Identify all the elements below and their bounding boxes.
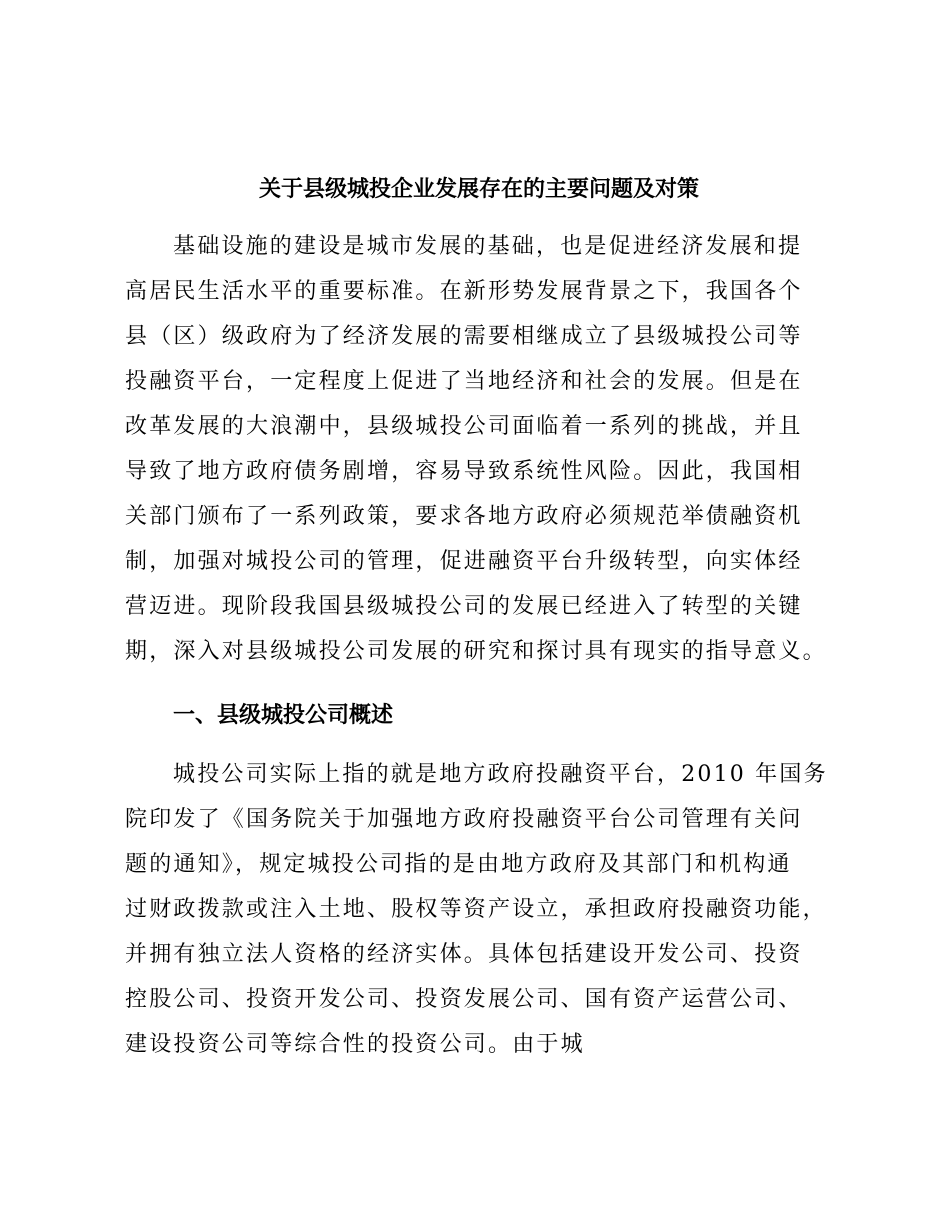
paragraph-line: 制，加强对城投公司的管理，促进融资平台升级转型，向实体经 bbox=[125, 549, 803, 574]
paragraph-line: 控股公司、投资开发公司、投资发展公司、国有资产运营公司、 bbox=[125, 987, 803, 1012]
paragraph-line: 关部门颁布了一系列政策，要求各地方政府必须规范举债融资机 bbox=[125, 504, 803, 529]
paragraph-line: 营迈进。现阶段我国县级城投公司的发展已经进入了转型的关键 bbox=[125, 594, 803, 619]
paragraph-line: 县（区）级政府为了经济发展的需要相继成立了县级城投公司等 bbox=[125, 324, 803, 349]
section-heading: 一、县级城投公司概述 bbox=[173, 703, 394, 728]
paragraph-line: 城投公司实际上指的就是地方政府投融资平台，2010 年国务 bbox=[173, 762, 828, 787]
paragraph-line: 高居民生活水平的重要标准。在新形势发展背景之下，我国各个 bbox=[125, 279, 803, 304]
paragraph-line: 院印发了《国务院关于加强地方政府投融资平台公司管理有关问 bbox=[125, 807, 803, 832]
paragraph-line: 并拥有独立法人资格的经济实体。具体包括建设开发公司、投资 bbox=[125, 942, 803, 967]
document-title: 关于县级城投企业发展存在的主要问题及对策 bbox=[258, 176, 699, 202]
intro-paragraph bbox=[125, 224, 833, 674]
paragraph-line: 建设投资公司等综合性的投资公司。由于城 bbox=[125, 1032, 585, 1057]
paragraph-line: 过财政拨款或注入土地、股权等资产设立，承担政府投融资功能， bbox=[125, 897, 827, 922]
paragraph-line: 改革发展的大浪潮中，县级城投公司面临着一系列的挑战，并且 bbox=[125, 414, 803, 439]
paragraph-line: 基础设施的建设是城市发展的基础，也是促进经济发展和提 bbox=[173, 234, 803, 259]
paragraph-line: 投融资平台，一定程度上促进了当地经济和社会的发展。但是在 bbox=[125, 369, 803, 394]
section1-paragraph bbox=[125, 752, 833, 1067]
paragraph-line: 期，深入对县级城投公司发展的研究和探讨具有现实的指导意义。 bbox=[125, 639, 827, 664]
paragraph-line: 题的通知》，规定城投公司指的是由地方政府及其部门和机构通 bbox=[125, 852, 792, 877]
paragraph-line: 导致了地方政府债务剧增，容易导致系统性风险。因此，我国相 bbox=[125, 459, 803, 484]
